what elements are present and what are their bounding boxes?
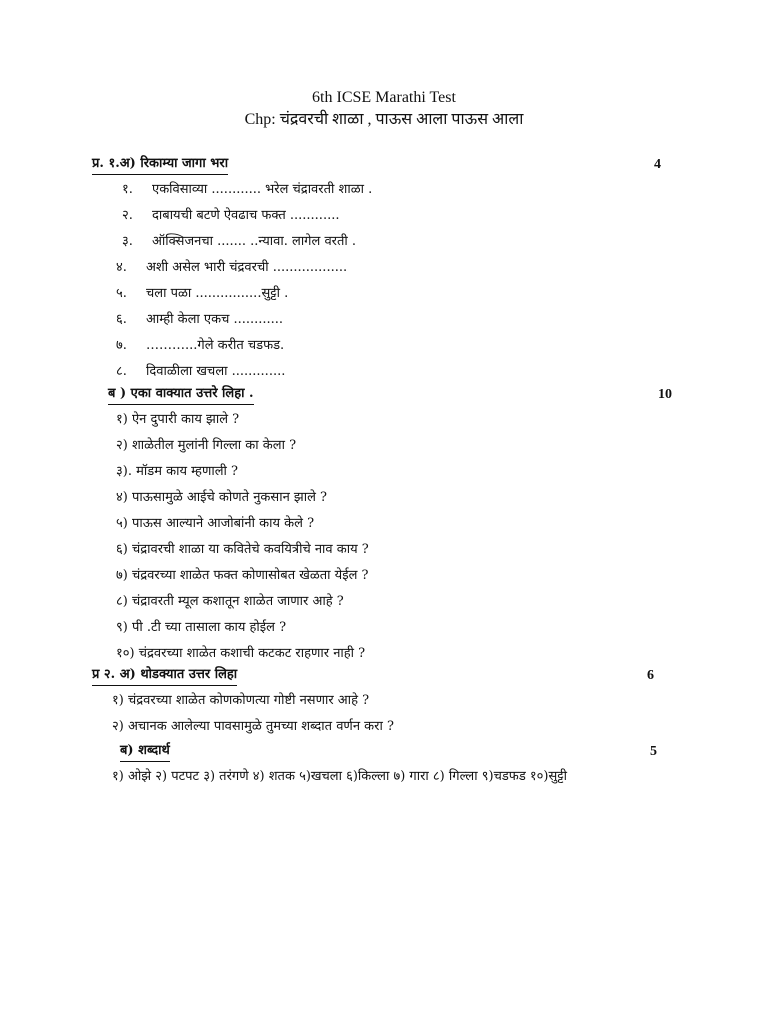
item-text: दाबायची बटणे ऐवढाच फक्त ............ bbox=[152, 208, 340, 223]
list-item: ६) चंद्रावरची शाळा या कवितेचे कवयित्रीचे नाव काय ? bbox=[116, 542, 369, 557]
item-number: ३. bbox=[122, 234, 133, 249]
item-text: चला पळा ................सुट्टी . bbox=[146, 286, 289, 301]
item-number: ६. bbox=[116, 312, 127, 327]
item-number: ४. bbox=[116, 260, 127, 275]
list-item: २) शाळेतील मुलांनी गिल्ला का केला ? bbox=[116, 438, 297, 453]
item-number: २. bbox=[122, 208, 133, 223]
item-text: आम्ही केला एकच ............ bbox=[146, 312, 284, 327]
item-text: दिवाळीला खचला ............. bbox=[146, 364, 286, 379]
list-item bbox=[116, 259, 347, 277]
q2b-heading: ब) शब्दार्थ bbox=[120, 742, 170, 762]
q2a-heading: प्र २. अ) थोडक्यात उत्तर लिहा bbox=[92, 666, 237, 686]
list-item: ७) चंद्रवरच्या शाळेत फक्त कोणासोबत खेळता येईल ? bbox=[116, 568, 369, 583]
list-item: ५) पाऊस आल्याने आजोबांनी काय केले ? bbox=[116, 516, 315, 531]
list-item: ९) पी .टी च्या तासाला काय होईल ? bbox=[116, 620, 287, 635]
q1b-marks: 10 bbox=[658, 387, 672, 402]
item-number: ७. bbox=[116, 338, 127, 353]
list-item: ४) पाऊसामुळे आईचे कोणते नुकसान झाले ? bbox=[116, 490, 328, 505]
item-number: ८. bbox=[116, 364, 127, 379]
list-item: १०) चंद्रवरच्या शाळेत कशाची कटकट राहणार नाही ? bbox=[116, 646, 366, 661]
list-item bbox=[122, 207, 339, 225]
list-item: २) अचानक आलेल्या पावसामुळे तुमच्या शब्दात वर्णन करा ? bbox=[112, 719, 394, 734]
list-item bbox=[122, 233, 356, 251]
list-item bbox=[116, 285, 288, 303]
item-number: १. bbox=[122, 182, 133, 197]
item-text: ऑक्सिजनचा ....... ..न्यावा. लागेल वरती . bbox=[152, 234, 357, 249]
q1a-marks: 4 bbox=[654, 157, 661, 172]
item-text: एकविसाव्या ............ भरेल चंद्रावरती शाळा . bbox=[152, 182, 373, 197]
item-text: अशी असेल भारी चंद्रवरची .................. bbox=[146, 260, 348, 275]
list-item: १) ऐन दुपारी काय झाले ? bbox=[116, 412, 240, 427]
list-item: १) चंद्रवरच्या शाळेत कोणकोणत्या गोष्टी नसणार आहे ? bbox=[112, 693, 370, 708]
test-title: 6th ICSE Marathi Test bbox=[312, 89, 456, 106]
chapter-line: Chp: चंद्रवरची शाळा , पाऊस आला पाऊस आला bbox=[244, 111, 524, 128]
q1a-heading: प्र. १.अ) रिकाम्या जागा भरा bbox=[92, 155, 228, 175]
list-item: ३). मॉडम काय म्हणाली ? bbox=[116, 464, 239, 479]
q2b-marks: 5 bbox=[650, 744, 657, 759]
list-item bbox=[116, 311, 283, 329]
item-text: ………...गेले करीत चडफड. bbox=[146, 338, 285, 353]
item-number: ५. bbox=[116, 286, 127, 301]
word-meanings-list: १) ओझे २) पटपट ३) तरंगणे ४) शतक ५)खचला ६)किल्ला ७) गारा ८) गिल्ला ९)चडफड १०)सुट्टी bbox=[112, 769, 568, 784]
list-item bbox=[116, 363, 285, 381]
list-item bbox=[122, 181, 372, 199]
list-item: ८) चंद्रावरती म्यूल कशातून शाळेत जाणार आहे ? bbox=[116, 594, 344, 609]
q1b-heading: ब ) एका वाक्यात उत्तरे लिहा . bbox=[108, 385, 254, 405]
list-item bbox=[116, 337, 284, 355]
q2a-marks: 6 bbox=[647, 668, 654, 683]
